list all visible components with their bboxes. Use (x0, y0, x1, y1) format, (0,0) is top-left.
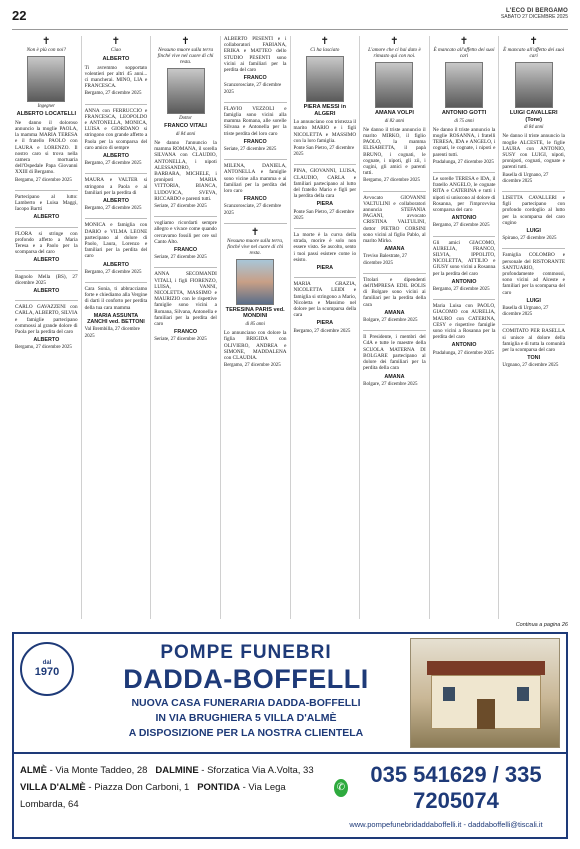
ad-tagline-1: NUOVA CASA FUNERARIA DADDA-BOFFELLI (131, 697, 361, 709)
divider (294, 277, 357, 278)
portrait-photo (375, 62, 413, 108)
notice-text: MAURA e VALTER si stringono a Paola e ai familiari per la perdita di (84, 177, 148, 196)
divider (85, 282, 148, 283)
cross-icon: ✝ (529, 36, 538, 47)
age: di 75 anni (454, 118, 474, 124)
divider (363, 273, 426, 274)
obituary-notice (433, 303, 496, 357)
notice-text: ANNA con FERRUCCIO e FRANCESCA, LEOPOLDO e ANTONELLA, MONICA, LUISA e GIORDANO si stringono con grande affetto a Paola per la scomparsa del caro amico di sempre (84, 107, 148, 151)
ad-top (14, 634, 566, 752)
newspaper-name: L'ECO DI BERGAMO (506, 8, 568, 14)
website-email: www.pompefunebridaddaboffelli.it - daddaboffelli@tiscali.it (349, 820, 543, 829)
deceased-name: MARIA ASSUNTA ZANCHI ved. BETTONI (87, 312, 145, 326)
deceased-name: ALBERTO (102, 153, 129, 160)
deceased-name: TONI (527, 355, 541, 362)
epitaph: Nessuno muore sulla terra, finché vive nel cuore di chi resta. (227, 237, 284, 256)
divider (85, 173, 148, 174)
notice-text: Famiglia COLOMBO e personale del RISTORANTE SANTUARIO, profondamente commossi, sono vicini ad Alceste e familiari per la scomparsa del caro (502, 252, 565, 296)
notice-date: Seriate, 27 dicembre 2025 (223, 147, 277, 153)
deceased-name: ALBERTO (33, 257, 60, 264)
notice-text: Lo annunciano con dolore la figlia BRIGIDA con OLIVIERO, ANDREA e SIMONE, MADDALENA con CLAUDIA. (223, 330, 287, 362)
address-villa: VILLA D'ALMÈ - Piazza Don Carboni, 1 PONTIDA - Via Lega Lombarda, 64 (20, 782, 286, 810)
age: di 84 anni (523, 125, 544, 131)
ad-logo (14, 634, 82, 752)
divider (15, 270, 78, 271)
obituary-notice (85, 222, 148, 276)
deceased-name: AMANA (384, 246, 405, 253)
divider (433, 236, 496, 237)
notice-date: Ponte San Pietro, 27 dicembre 2025 (293, 209, 355, 221)
cross-icon: ✝ (181, 36, 190, 47)
age: di 82 anni (384, 118, 405, 124)
deceased-name: ALBERTO (33, 288, 60, 295)
column-8 (499, 36, 568, 619)
notice-date: Pradalunga, 27 dicembre 2025 (432, 159, 494, 165)
portrait-photo (445, 62, 483, 108)
funeral-home-photo (410, 638, 560, 748)
deceased-name: ANTONIO GOTTI (441, 110, 487, 116)
divider (433, 172, 496, 173)
deceased-name: ALBERTO LOCATELLI (16, 111, 77, 118)
notice-text: Ti avremmo sopportato volentieri per altri 45 anni... ci mancherai. MINO, LIA e FRANCESCA. (84, 64, 148, 90)
deceased-name: FRANCO (243, 196, 267, 203)
epitaph: Non è più con noi? (26, 47, 67, 53)
ad-bottom (14, 752, 566, 837)
notice-date: Spirano, 27 dicembre 2025 (502, 236, 557, 242)
divider (294, 228, 357, 229)
portrait-photo (236, 259, 274, 305)
deceased-name: ALBERTO (33, 214, 60, 221)
obituary-notice (502, 36, 565, 185)
column-4 (221, 36, 291, 619)
obituary-notice (85, 108, 148, 168)
notice-date: Seriate, 27 dicembre 2025 (154, 204, 207, 210)
deceased-name: AMANA VOLPI (374, 110, 414, 116)
notice-text: Cara Sonia, ti abbracciamo forte e chiediamo alla Vergine di darti il conforto per perdita della tua cara mamma (84, 286, 148, 311)
epitaph: L'amore che ci hai dato è rimasto qui con noi. (368, 47, 421, 59)
column-2 (82, 36, 152, 619)
obituary-notice (154, 271, 217, 343)
notice-date: Bergamo, 27 dicembre 2025 (432, 223, 490, 229)
deceased-name: PIERA MESSI in ALGERI (303, 104, 346, 117)
notice-date: Ponte San Pietro, 27 dicembre 2025 (293, 146, 355, 158)
divider (502, 191, 565, 192)
notice-date: Bolgare, 27 dicembre 2025 (363, 318, 418, 324)
notice-text: Ne danno il triste annuncio il marito MIRKO, il figlio PAOLO, la mamma ELISABETTA, il papà BRUNO, i cognati, le cognate, i nipoti, gli zii, i cugini, gli amici e parenti tutti. (363, 126, 426, 177)
notice-text: ANNA SECOMANDI VITALI, i figli FIORENZO, LUISA, VANNI, NICOLETTA, MASSIMO e MAURIZIO con le rispettive famiglie sono vicini a Romana, Silvana, Antonella e familiari per la perdita del caro (154, 271, 217, 328)
notice-date: Basella di Urgnano, 27 dicembre 2025 (502, 172, 549, 184)
obituary-notice (85, 177, 148, 212)
notice-text: Maria Luisa con PAOLO, GIACOMO con AURELIA, MAURO con CATERINA, CESY e rispettive famiglie sono vicini a Rosanna per la perdita del caro (432, 303, 496, 341)
deceased-name: LUIGI (526, 228, 541, 235)
cross-icon: ✝ (459, 36, 469, 47)
obituary-notice (433, 240, 496, 294)
notice-date: Val Brembilla, 27 dicembre 2025 (84, 327, 140, 339)
obituary-notice (433, 36, 496, 166)
notice-date: Bergamo, 27 dicembre 2025 (293, 328, 351, 334)
divider (154, 267, 217, 268)
notice-text: PINA, GIOVANNI, LUISA, CLAUDIO, CARLA e familiari partecipano al lutto del fratello Mario e figli per la perdita della cara (293, 168, 357, 200)
notice-date: Bergamo, 27 dicembre 2025 (223, 363, 281, 369)
deceased-name: FRANCO (243, 138, 267, 145)
obituary-notice (224, 106, 287, 153)
epitaph: Nessuno muore sulla terra finché vive nel cuore di chi resta. (157, 47, 214, 65)
cross-icon: ✝ (42, 36, 51, 47)
obituary-notice (294, 36, 357, 158)
divider (15, 190, 78, 191)
notice-date: Bergamo, 27 dicembre 2025 (432, 287, 490, 293)
divider (363, 330, 426, 331)
notice-text: Bagnolo Mella (BS), 27 dicembre 2025 (15, 273, 78, 286)
divider (224, 102, 287, 103)
divider (363, 191, 426, 192)
deceased-name: LUIGI CAVALLERI (Tone) (509, 110, 558, 123)
obituary-notice (502, 195, 565, 242)
page-number: 22 (12, 8, 27, 23)
obituary-notice (15, 231, 78, 264)
obituary-notice (224, 36, 287, 96)
obituary-notice (363, 195, 426, 267)
portrait-photo (167, 68, 205, 114)
since-badge (20, 642, 74, 696)
cross-icon: ✝ (390, 36, 399, 47)
obituary-notice (85, 36, 148, 98)
deceased-name: AMANA (384, 373, 405, 380)
obituary-notice (154, 36, 217, 210)
deceased-name: ALBERTO (33, 337, 60, 344)
notice-date: Bergamo, 27 dicembre 2025 (84, 91, 142, 97)
ad-title-block (82, 634, 410, 752)
notice-text: CARLO GAVAZZENI con CARLA, ALBERTO, SILVIA e famiglie partecipano commossi al grande dolore di Paola per la perdita del caro (15, 304, 78, 336)
notice-date: Pradalunga, 27 dicembre 2025 (432, 350, 494, 356)
obituaries-columns (12, 36, 568, 619)
notice-text: Le sorelle TERESA e IDA, il fratello ANGELO, le cognate RITA e CATERINA e tutti i nipoti si uniscono al dolore di Rosanna, per l'improvvisa scomparsa del caro (432, 176, 496, 214)
deceased-name: PIERA (316, 320, 334, 327)
divider (502, 324, 565, 325)
notice-date: Seriate, 27 dicembre 2025 (154, 255, 207, 261)
notice-text: Avvocato GIOVANNI VALTULINI e collaboratori annuncia STEFANIA PAGANI, avvocato CRISTINA VALTULINI, dottor PIETRO CORSINI sono vicini al figlio Pablo, al marito Mirko. (363, 194, 426, 245)
ad-title-2: DADDA-BOFFELLI (123, 664, 369, 694)
deceased-name: AMANA (384, 309, 405, 316)
obituary-notice (363, 36, 426, 185)
notice-date: Bergamo, 27 dicembre 2025 (15, 345, 72, 351)
notice-text: FLORA si stringe con profondo affetto a Maria Teresa e a Paolo per la scomparsa del caro (15, 230, 78, 256)
obituary-notice (294, 232, 357, 271)
obituary-notice (294, 281, 357, 335)
notice-text: Ne danno il triste annuncio la moglie ROSANNA, i fratelli TERESA, IDA e ANGELO, i cognati, le cognate, i nipoti e parenti tutti. (432, 126, 496, 158)
obituary-notice (502, 328, 565, 369)
notice-date: Bergamo, 27 dicembre 2025 (15, 177, 72, 183)
divider (15, 300, 78, 301)
notice-text: MILENA, DANIELA, ANTONELLA e famiglie sono vicine alla mamma e ai familiari per la perdita del loro caro (223, 163, 287, 195)
continued-note: Continua a pagina 26 (515, 622, 568, 628)
notice-date: Basella di Urgnano, 27 dicembre 2025 (502, 306, 549, 318)
column-1 (12, 36, 82, 619)
obituary-notice (502, 252, 565, 318)
deceased-name: ALBERTO (102, 261, 129, 268)
obituary-notice (15, 36, 78, 184)
ad-title-1: POMPE FUNEBRI (160, 642, 332, 663)
notice-date: Scanzorosciate, 27 dicembre 2025 (223, 204, 282, 216)
divider (85, 104, 148, 105)
divider (15, 227, 78, 228)
notice-text: Il Presidente, i membri del CdA e tutte le maestre della SCUOLA MATERNA DI BOLGARE partecipano al dolore dei familiari per la perdita della cara (363, 334, 426, 372)
notice-text: Ne danno il doloroso annuncio la moglie PAOLA, la mamma MARIA TERESA e il fratello PAOLO con LAURA e LORENZO. Il nostro caro si trova nella camera mortuaria dell'Ospedale Papa Giovanni XXIII di Bergamo. (15, 119, 78, 176)
funeral-home-ad (12, 632, 568, 839)
age: di 85 anni (245, 322, 265, 328)
notice-date: Bergamo, 27 dicembre 2025 (84, 206, 142, 212)
title-caption: Dottor (179, 116, 192, 121)
ad-tagline-2: IN VIA BRUGHIERA 5 VILLA D'ALMÈ (155, 712, 337, 724)
notice-date: Scanzorosciate, 27 dicembre 2025 (223, 83, 282, 95)
obituary-notice (15, 274, 78, 295)
divider (154, 216, 217, 217)
obituary-notice (224, 163, 287, 217)
deceased-name: FRANCO (174, 247, 198, 254)
notice-text: vogliamo ricordarti sempre allegro e vivace come quando cercavamo fossili per ore sul Canto Alto. (154, 220, 217, 245)
notice-text: MARIA GRAZIA, NICOLETTA LEIDI e famiglia si stringono a Mario, Nicoletta e Massimo nel dolore per la scomparsa della cara (293, 281, 357, 319)
notice-text: Ne danno il triste annuncio la moglie ALCESTE, le figlie LAURA con ANTONIO, SUSY con LUIGI, nipoti, pronipoti, cognati, cognate e parenti tutti. (502, 133, 565, 171)
portrait-photo (306, 56, 344, 102)
obituary-notice (15, 304, 78, 351)
ad-tagline-3: A DISPOSIZIONE PER LA NOSTRA CLIENTELA (128, 727, 364, 739)
obituary-notice (363, 277, 426, 324)
obituary-notice (224, 227, 287, 370)
column-3 (151, 36, 221, 619)
title-caption: Ingegner (37, 104, 55, 109)
whatsapp-icon: ✆ (334, 779, 348, 797)
issue-date: SABATO 27 DICEMBRE 2025 (500, 14, 568, 20)
deceased-name: ALBERTO (102, 198, 129, 205)
deceased-name: PIERA (316, 201, 334, 208)
badge-year: 1970 (34, 666, 60, 678)
divider (433, 299, 496, 300)
cross-icon: ✝ (250, 226, 260, 238)
page-header (12, 8, 568, 30)
obituary-notice (15, 194, 78, 221)
notice-date: Bergamo, 27 dicembre 2025 (84, 161, 142, 167)
deceased-name: LUIGI (526, 297, 541, 304)
deceased-name: FRANCO (174, 329, 198, 336)
deceased-name: FRANCO (243, 75, 267, 82)
obituary-notice (294, 168, 357, 222)
obituary-notice (433, 176, 496, 230)
cross-icon: ✝ (320, 36, 329, 47)
notice-date: Urgnano, 27 dicembre 2025 (502, 363, 559, 369)
notice-text: Ne danno l'annuncio la mamma ROMANA, il sorella SILVANA con CLAUDIO, ANTONELLA, i nipoti ALESSANDRO, BARBARA, MICHELE, i pronipoti MARIA VITTORIA, BIANCA, LUDOVICA, SVEVA, RICCARDO e parenti tutti. (154, 140, 217, 202)
deceased-name: TERESINA PARIS ved. MONDINI (225, 306, 285, 320)
column-7 (430, 36, 500, 619)
epitaph: Ci ha lasciato (310, 47, 340, 53)
deceased-name: FRANCO VITALI (164, 123, 207, 130)
notice-text: FLAVIO VEZZOLI e famiglia sono vicini alla mamma Romana, alle sorelle Silvana e Antonella per la triste perdita del loro caro (223, 105, 287, 137)
obituary-notice (85, 286, 148, 340)
age: di 84 anni (175, 131, 196, 137)
notice-text: Partecipano al lutto: Lamberto e Luisa Maggi, Iacopo Bartti (15, 193, 78, 213)
deceased-name: PIERA (316, 265, 334, 272)
divider (85, 218, 148, 219)
column-5 (291, 36, 361, 619)
notice-text: Gli amici GIACOMO, AURELIA, FRANCO, SILVIA, IPPOLITO, NICOLETTA, ATTILIO e GIUSY sono vicini a Rosanna per la perdita del caro (432, 239, 496, 277)
notice-text: LISETTA CAVALLERI e figli partecipano con profondo cordoglio al lutto per la scomparsa del caro cugino (502, 195, 565, 226)
divider (502, 248, 565, 249)
divider (224, 223, 287, 224)
notice-text: ALBERTO PESENTI e i collaboratori FABIANA, ERIKA e MATTEO dello STUDIO PESENTI sono vicini ai familiari per la perdita del caro (223, 36, 287, 74)
notice-text: Titolari e dipendenti dell'IMPRESA EDIL BOLIS di Bolgare sono vicini ai familiari per la perdita della cara (363, 276, 426, 308)
epitaph: È mancato all'affetto dei suoi cari (503, 47, 565, 59)
notice-text: Lo annunciano con tristezza il marito MARIO e i figli NICOLETTA e MASSIMO con la loro famiglia. (293, 119, 357, 144)
phone-numbers: 035 541629 / 335 7205074 (370, 762, 542, 813)
notice-date: Seriate, 27 dicembre 2025 (154, 337, 207, 343)
notice-date: Bergamo, 27 dicembre 2025 (84, 269, 142, 275)
obituary-notice (154, 220, 217, 261)
ad-contacts (326, 754, 566, 837)
address-alme: ALMÈ - Via Monte Taddeo, 28 DALMINE - Sforzatica Via A.Volta, 33 (20, 765, 314, 776)
ad-addresses (14, 754, 326, 837)
notice-text: MONICA e famiglia con DARIO e VILMA LEONE partecipano al dolore di Paolo, Laura, Lorenzo e familiari per la perdita del caro (84, 222, 148, 260)
divider (224, 159, 287, 160)
epitaph: Ciao (110, 47, 121, 53)
notice-text: La morte è la curva della strada, morire è solo non essere visto. Se ascolto, sento i tuoi passi esistere come io esisto. (293, 232, 357, 263)
deceased-name: ALBERTO (102, 56, 130, 62)
portrait-photo (27, 56, 65, 102)
badge-label: dal (42, 660, 52, 666)
notice-date: Treviso Balestrate, 27 dicembre 2025 (363, 254, 407, 266)
notice-text: COMITATO PER BASELLA si unisce al dolore della famiglia e di tutta la comunità per la scomparsa del caro (502, 328, 565, 354)
column-6 (360, 36, 430, 619)
divider (294, 164, 357, 165)
portrait-photo (515, 62, 553, 108)
epitaph: È mancato all'affetto dei suoi cari (433, 47, 495, 59)
notice-date: Bolgare, 27 dicembre 2025 (363, 381, 418, 387)
deceased-name: ANTONIO (451, 278, 477, 285)
cross-icon: ✝ (111, 36, 121, 47)
masthead (501, 8, 568, 20)
obituary-notice (363, 334, 426, 388)
deceased-name: ANTONIO (451, 215, 477, 222)
deceased-name: ANTONIO (451, 342, 477, 349)
notice-date: Bergamo, 27 dicembre 2025 (363, 178, 420, 184)
